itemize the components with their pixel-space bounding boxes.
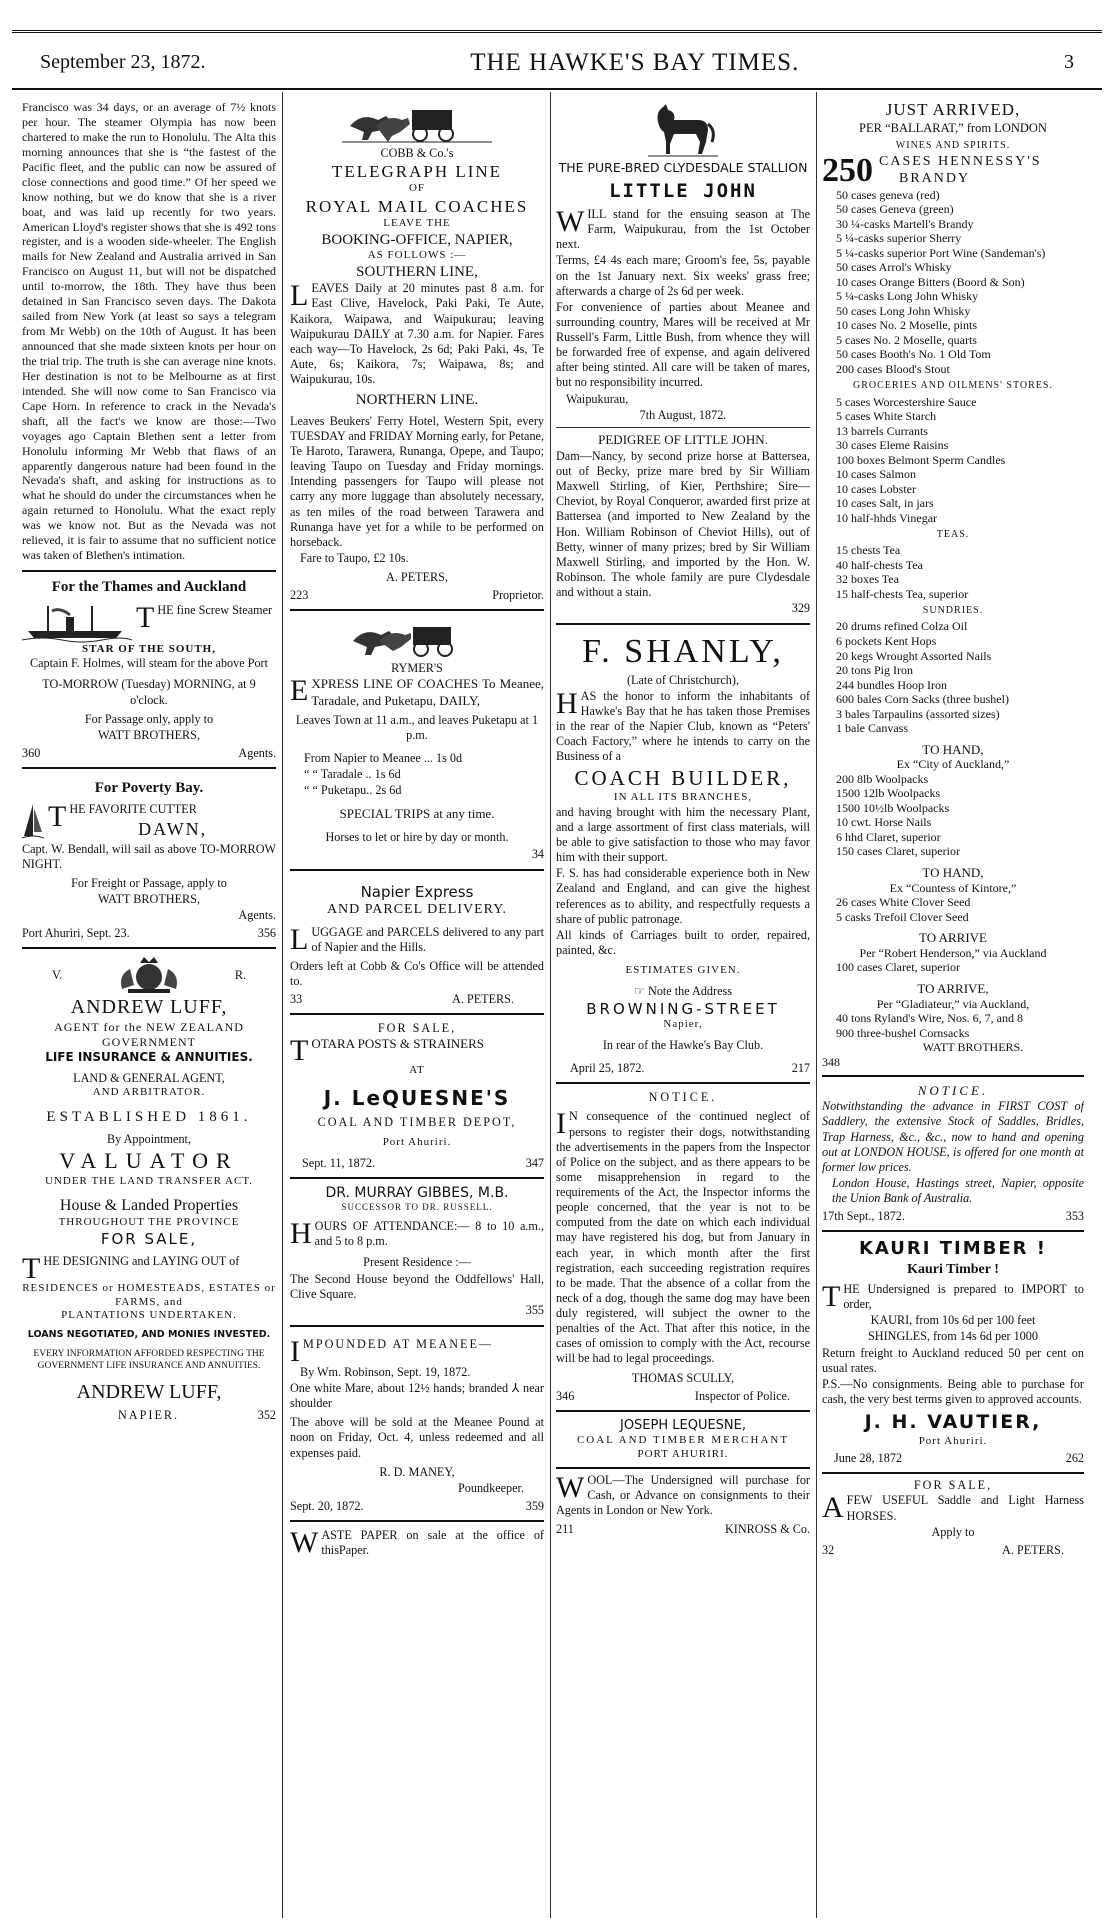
ad-number: 353	[1065, 1209, 1084, 1224]
list-item: 20 kegs Wrought Assorted Nails	[836, 648, 992, 663]
ad-text: Note the Address	[648, 983, 732, 998]
ad-text: BOOKING-OFFICE, NAPIER,	[321, 231, 513, 248]
ad-napier-express	[290, 871, 544, 1016]
merchant-name: KINROSS & Co.	[725, 1521, 810, 1536]
ad-text: The above will be sold at the Meanee Pound at noon on Friday, Oct. 4, unless redeemed and all expenses paid.	[290, 1415, 544, 1460]
ad-text: ESTABLISHED 1861.	[46, 1108, 252, 1125]
ad-text: SHINGLES, from 14s 6d per 1000	[868, 1329, 1038, 1344]
drop-cap: T	[136, 600, 155, 634]
ad-poverty-bay	[22, 769, 276, 949]
list-item: 3 bales Tarpaulins (assorted sizes)	[836, 706, 1000, 721]
list-item: 10 cases Lobster	[836, 481, 916, 496]
ad-text: Ex “Countess of Kintore,”	[889, 880, 1017, 895]
ad-text: Per “Gladiateur,” via Auckland,	[876, 996, 1030, 1011]
drop-cap: T	[22, 1252, 41, 1286]
ad-text: BRANDY	[899, 170, 971, 186]
ad-heading: JUST ARRIVED,	[885, 100, 1021, 119]
ad-text: EAVES Daily at 20 minutes past 8 a.m. for East Clive, Havelock, Paki Paki, Te Aute, Kaikora, Waipawa, and Waipukurau; leaving Waipukurau DAILY at 7.30 a.m. for Napier. Fares each way—To Havelock, 2s 6d; Paki Paki, 4s, Te Aute, 6s; Kaikora, 7s; Waipawa, 8s; and Waipukurau, 10s.	[290, 281, 544, 387]
fare-line: From Napier to Meanee ... 1s 0d	[304, 750, 463, 765]
merchant-name: J. H. VAUTIER,	[864, 1411, 1042, 1434]
list-item: 10 cases No. 2 Moselle, pints	[836, 318, 977, 333]
ad-joseph-lequesne	[556, 1412, 810, 1469]
street-name: BROWNING-STREET	[586, 999, 780, 1018]
ad-place: Waipukurau,	[566, 391, 629, 406]
ad-text: Terms, £4 4s each mare; Groom's fee, 5s, payable on the 1st January next. Six weeks' grass free; afterwards a charge of 2s 6d per week.	[556, 253, 810, 298]
section-heading: TO ARRIVE	[918, 930, 987, 946]
ad-date: Sept. 11, 1872.	[302, 1155, 376, 1170]
ad-text: HE FAVORITE CUTTER	[69, 801, 197, 816]
stagecoach-icon	[342, 102, 492, 144]
ad-text: In rear of the Hawke's Bay Club.	[602, 1038, 764, 1053]
ad-heading: DR. MURRAY GIBBES, M.B.	[325, 1184, 509, 1201]
list-item: 1500 12lb Woolpacks	[836, 786, 941, 801]
list-item: 1500 10½lb Woolpacks	[836, 800, 950, 815]
ship-name: DAWN,	[138, 818, 208, 839]
ad-text: COAL AND TIMBER DEPOT,	[317, 1114, 517, 1129]
list-item: 30 ¼-casks Martell's Brandy	[836, 216, 974, 231]
crest-letter: R.	[234, 967, 246, 982]
ad-text: Napier,	[663, 1018, 703, 1031]
column-divider	[282, 92, 283, 1918]
horse-icon	[648, 102, 718, 158]
list-item: 50 cases Arrol's Whisky	[836, 260, 952, 275]
drop-cap: H	[290, 1217, 312, 1251]
ship-name: STAR OF THE SOUTH,	[82, 642, 216, 655]
ad-text: Leaves Town at 11 a.m., and leaves Puketapu at 1 p.m.	[295, 712, 539, 742]
agent-name: ANDREW LUFF,	[76, 1381, 222, 1404]
ad-subheading: SOUTHERN LINE,	[356, 263, 478, 280]
ad-text: By Wm. Robinson, Sept. 19, 1872.	[300, 1364, 471, 1379]
ad-text: One white Mare, about 12½ hands; branded ⅄ near shoulder	[290, 1381, 544, 1411]
ad-text: KAURI, from 10s 6d per 100 feet	[870, 1313, 1036, 1328]
list-item: 100 cases Claret, superior	[836, 960, 960, 975]
ad-totara-posts	[290, 1015, 544, 1178]
ad-number: 356	[257, 926, 276, 941]
ad-text: CASES HENNESSY'S	[879, 153, 1042, 169]
column-divider	[816, 92, 817, 1918]
section-heading: WINES AND SPIRITS.	[895, 139, 1011, 151]
ad-number: 348	[822, 1054, 840, 1069]
ad-text: LOANS NEGOTIATED, AND MONIES INVESTED.	[27, 1329, 271, 1341]
drop-cap: W	[556, 205, 585, 239]
drop-cap: T	[822, 1280, 841, 1314]
list-item: 6 hhd Claret, superior	[836, 829, 941, 844]
ad-text: HE DESIGNING and LAYING OUT of	[43, 1254, 240, 1269]
masthead	[40, 42, 1074, 82]
list-item: 40 tons Ryland's Wire, Nos. 6, 7, and 8	[836, 1011, 1023, 1026]
ad-text: AGENT for the NEW ZEALAND GOVERNMENT	[54, 1020, 244, 1050]
ad-number: 355	[525, 1302, 544, 1317]
ad-text: HE fine Screw Steamer	[157, 602, 273, 617]
ad-heading: For the Thames and Auckland	[51, 579, 247, 596]
ad-number: 359	[525, 1498, 544, 1513]
ad-text: Dam—Nancy, by second prize horse at Battersea, out of Becky, prize mare bred by Sir William Maxwell Stirling, of Kier, Perthshire; Sire—Cheviot, by Royal Conqueror, awarded first prize at Battersea (and imported to New Zealand by the Hon. William Robinson of Cheviot Hills), out of Betty, winner of many prizes; bred by Sir William Maxwell Stirling, and imported by the Hon. W. Robinson. The whole family are pure Clydesdale and without a stain.	[556, 448, 810, 600]
list-item: 5 ¼-casks superior Port Wine (Sandeman's)	[836, 245, 1046, 260]
header-rule	[12, 88, 1102, 90]
ad-heading: COACH BUILDER,	[574, 766, 792, 791]
ad-place: Port Ahuriri.	[918, 1434, 988, 1447]
merchant-name: WATT BROTHERS.	[922, 1040, 1024, 1055]
page-number: 3	[1064, 50, 1074, 73]
ad-text: For convenience of parties about Meanee and surrounding country, Mares will be received at Mr Russell's Farm, Little Bush, from whence they will be forwarded free of expense, and again delivered after being stinted. All care will be taken of mares, but no responsibility incurred.	[556, 299, 810, 390]
ad-heading: KAURI TIMBER !	[858, 1238, 1047, 1260]
ad-waste-paper	[290, 1522, 544, 1558]
ad-text: Agents.	[238, 745, 276, 760]
ad-date: Sept. 20, 1872.	[290, 1498, 364, 1513]
ad-text: UGGAGE and PARCELS delivered to any part of Napier and the Hills.	[311, 924, 544, 954]
ad-text: Present Residence :—	[363, 1255, 471, 1270]
drop-cap: L	[290, 279, 309, 313]
merchant-name: J. LeQUESNE'S	[323, 1086, 511, 1110]
list-item: 5 ¼-casks Long John Whisky	[836, 289, 979, 304]
ad-rymer-coaches	[290, 611, 544, 870]
column-4	[822, 94, 1084, 1914]
ad-text: Proprietor.	[492, 588, 544, 603]
ad-andrew-luff	[22, 949, 276, 1423]
ad-shanly-coachbuilder	[556, 625, 810, 1084]
poundkeeper-name: R. D. MANEY,	[379, 1464, 455, 1479]
ad-number: 223	[290, 588, 309, 603]
ad-text: COAL AND TIMBER MERCHANT	[576, 1433, 790, 1446]
ad-heading: ROYAL MAIL COACHES	[305, 196, 529, 216]
ad-text: ESTIMATES GIVEN.	[625, 964, 741, 977]
list-item: 244 bundles Hoop Iron	[836, 677, 947, 692]
ad-text: THROUGHOUT THE PROVINCE	[58, 1215, 240, 1228]
ad-number: 352	[257, 1408, 276, 1423]
news-article	[22, 94, 276, 572]
column-1	[22, 94, 276, 1914]
ad-text: OTARA POSTS & STRAINERS	[311, 1036, 485, 1052]
ad-dog-notice	[556, 1084, 810, 1412]
ad-text: F. S. has had considerable experience both in New Zealand and England, and can give the highest references as to ability, and respectfully requests a share of public patronage.	[556, 866, 810, 926]
list-item: 20 tons Pig Iron	[836, 663, 914, 678]
top-rule	[12, 30, 1102, 35]
agent-name: ANDREW LUFF,	[70, 996, 228, 1019]
ad-text: (Late of Christchurch),	[626, 673, 739, 688]
ad-text: Captain F. Holmes, will steam for the above Port	[30, 656, 268, 671]
ad-text: By Appointment,	[107, 1132, 191, 1147]
ad-text: Apply to	[931, 1524, 975, 1539]
fare-line: “ “ Puketapu.. 2s 6d	[304, 783, 402, 798]
ad-number: 346	[556, 1388, 575, 1403]
ad-number: 262	[1065, 1451, 1084, 1466]
ad-text: and having brought with him the necessary Plant, and a large assortment of first class materials, will be able to give satisfaction to those who may favor him with their support.	[556, 804, 810, 865]
ad-number: 329	[791, 601, 810, 616]
ad-text: Return freight to Auckland reduced 50 per cent on usual rates.	[822, 1345, 1084, 1375]
section-heading: GROCERIES AND OILMENS' STORES.	[853, 380, 1053, 392]
drop-cap: H	[556, 686, 578, 720]
ad-text: LEAVE THE	[383, 216, 451, 229]
list-item: 5 cases White Starch	[836, 409, 937, 424]
merchant-name: JOSEPH LEQUESNE,	[619, 1417, 747, 1433]
list-item: 5 casks Trefoil Clover Seed	[836, 909, 969, 924]
ad-text: Agents.	[238, 908, 276, 923]
ad-place: PORT AHURIRI.	[637, 1447, 729, 1460]
ad-date: 17th Sept., 1872.	[822, 1209, 905, 1224]
ad-text: Ex “City of Auckland,”	[896, 757, 1010, 772]
list-item: 600 bales Corn Sacks (three bushel)	[836, 692, 1009, 707]
agent-name: WATT BROTHERS,	[97, 892, 201, 906]
ad-text: SPECIAL TRIPS at any time.	[339, 806, 495, 822]
ad-text: AND ARBITRATOR.	[92, 1085, 206, 1098]
list-item: 10 cases Salmon	[836, 467, 916, 482]
ad-text: OF	[408, 182, 426, 195]
ad-text: N consequence of the continued neglect of persons to register their dogs, notwithstanding the advertisements in the papers from the Inspector of Police on the subject, and as there appears to be some misapprehension in regard to the requirements of the Act, the Inspector informs the people concerned, that the year is not to be computed from the date on which each individual may have registered his dog, but from January in each year, in which month after the first registration, each succeeding registration requires to be made. That the absence of a collar from the neck of a dog, though the same dog may have been duly registered, will subject the owner to the penalties of the Act. That after this notice, in the cases of omission to comply with the Act, recourse will be had to legal proceedings.	[556, 1109, 810, 1366]
ad-text: FOR SALE,	[100, 1229, 198, 1248]
list-item: 40 half-chests Tea	[836, 557, 923, 572]
ad-kauri-timber	[822, 1232, 1084, 1474]
ad-text: COBB & Co.'s	[380, 146, 454, 160]
ad-text: Horses to let or hire by day or month.	[325, 830, 509, 845]
ad-heading: TELEGRAPH LINE	[331, 162, 503, 182]
ad-heading: NOTICE.	[917, 1083, 989, 1099]
ad-impounded	[290, 1327, 544, 1522]
drop-cap: T	[290, 1034, 309, 1068]
proprietor-name: A. PETERS.	[1002, 1542, 1064, 1557]
ad-horses-for-sale	[822, 1474, 1084, 1558]
list-item: 13 barrels Currants	[836, 423, 928, 438]
list-item: 150 cases Claret, superior	[836, 844, 960, 859]
ad-heading: FOR SALE,	[913, 1478, 993, 1493]
crest-letter: V.	[52, 967, 63, 982]
ad-text: ILL stand for the ensuing season at The Farm, Waipukurau, from the 1st October next.	[556, 207, 810, 252]
ad-number: 211	[556, 1521, 574, 1536]
ad-number: 34	[531, 846, 544, 861]
ad-heading: Napier Express	[360, 882, 474, 901]
ad-place: NAPIER.	[118, 1408, 180, 1423]
section-heading: TO ARRIVE,	[917, 980, 989, 996]
ad-text: Capt. W. Bendall, will sail as above TO-MORROW NIGHT.	[22, 841, 276, 871]
ad-text: XPRESS LINE OF COACHES To Meanee, Taradale, and Puketapu, DAILY,	[311, 676, 544, 708]
column-3	[556, 94, 810, 1914]
ad-text: Notwithstanding the advance in FIRST COST of Saddlery, the extensive Stock of Saddles, Bridles, Trap Harness, &c., &c., now to hand and opening out at LONDON HOUSE, is offered for one month at former low prices.	[822, 1099, 1084, 1174]
list-item: 30 cases Eleme Raisins	[836, 438, 949, 453]
ad-just-arrived	[822, 94, 1084, 1077]
ad-number: 32	[822, 1542, 835, 1557]
ad-heading: NOTICE.	[648, 1090, 718, 1105]
ad-text: AT	[409, 1064, 425, 1077]
ad-text: TO-MORROW (Tuesday) MORNING, at 9 o'clock.	[42, 677, 256, 707]
ad-number: 217	[791, 1061, 810, 1076]
agent-name: WATT BROTHERS,	[97, 727, 201, 742]
drop-cap: A	[822, 1491, 844, 1525]
ad-subheading: NORTHERN LINE.	[355, 392, 479, 409]
drop-cap: W	[290, 1526, 319, 1560]
ad-text: Leaves Beukers' Ferry Hotel, Western Spit, every TUESDAY and FRIDAY Morning early, for Petane, Te Haroto, Tarawera, Runanga, Opepe, and Taupo; leaving Taupo on Tuesday and Friday mornings. Intending passengers for Taupo will please not carry any more luggage than absolutely necessary, as ten miles of the road between Tarawera and Runanga have yet for a while to be performed on horseback.	[290, 413, 544, 549]
sailboat-icon	[22, 802, 44, 842]
list-item: 5 cases Worcestershire Sauce	[836, 394, 977, 409]
list-item: 50 cases Geneva (green)	[836, 202, 954, 217]
news-text: Francisco was 34 days, or an average of 7½ knots per hour. The steamer Olympia has now been chartered to make the run to Honolulu. The Alta this morning announces that she is “the fastest of the Pacific fleet, and the public can now be assured of close connections and good time.” Of her speed we know nothing, but we do know that she is a river boat, and was laid up recently for two years. American Lloyd's register shows that she is 492 tons register, and is a wooden side-wheeler. The English mails for New Zealand and Australia arrived in San Francisco on August 11, but will not be dispatched until to-morrow, the 18th. They have thus been detained in San Francisco seven days. The Dakota sailed from New York (at least so says a telegram from Mr Webb) on the 10th of August. It has been announced that she made sixteen knots per hour on the trial trip. The truth is she can average nine knots. Her destination is not to be Melbourne as at first intended. She will now come to San Francisco via Cape Horn. In reference to crack in the Nevada's shaft, all the fact's we know are those:—Two voyages ago Captain Blethen sent a letter from Honolulu informing Mr Webb that flaws of an apparently dangerous nature had been found in the Nevada's shaft, and asking for instructions as to what he should do under the circumstances when he again returned to Honolulu. What the exact reply was we know not. But as the Nevada was not relieved, it is fair to assume that no sufficient notice was taken of Blethen's intimation.	[22, 100, 276, 563]
ad-heading: For Poverty Bay.	[94, 780, 204, 797]
list-item: 100 boxes Belmont Sperm Candles	[836, 452, 1006, 467]
ad-text: P.S.—No consignments. Being able to purchase for cash, the very best terms given to approved accounts.	[822, 1376, 1084, 1406]
ad-text: SUCCESSOR TO DR. RUSSELL.	[341, 1202, 493, 1213]
ad-heading: Kauri Timber !	[907, 1261, 999, 1277]
ad-text: EVERY INFORMATION AFFORDED RESPECTING THE GOVERNMENT LIFE INSURANCE AND ANNUITIES.	[33, 1348, 265, 1371]
ad-text: Orders left at Cobb & Co's Office will be attended to.	[290, 958, 544, 988]
ad-subheading: PEDIGREE OF LITTLE JOHN.	[598, 431, 768, 447]
ad-text: London House, Hastings street, Napier, opposite the Union Bank of Australia.	[832, 1175, 1084, 1206]
ad-text: IN ALL ITS BRANCHES,	[613, 791, 753, 804]
list-item: 26 cases White Clover Seed	[836, 895, 971, 910]
stagecoach-icon	[347, 619, 487, 659]
steamer-ship-icon	[22, 603, 132, 643]
ad-text: Fare to Taupo, £2 10s.	[300, 550, 409, 565]
ad-text: AS the honor to inform the inhabitants of Hawke's Bay that he has taken those Premises in the rear of the Napier Club, known as “Peters' Coach Factory,” where he intends to carry on the Business of a	[556, 688, 810, 764]
ad-text: Poundkeeper.	[457, 1480, 524, 1495]
list-item: 50 cases geneva (red)	[836, 187, 940, 202]
ad-thames-steamer	[22, 572, 276, 769]
ad-date: April 25, 1872.	[570, 1061, 645, 1076]
ad-number: 360	[22, 745, 41, 760]
ad-text: FEW USEFUL Saddle and Light Harness HORSES.	[846, 1493, 1084, 1523]
section-heading: TO HAND,	[922, 741, 984, 757]
ad-text: For Freight or Passage, apply to	[71, 875, 227, 890]
list-item: 10 cases Salt, in jars	[836, 496, 934, 511]
ad-heading: FOR SALE,	[377, 1021, 457, 1036]
drop-cap: I	[556, 1107, 566, 1141]
ad-text: PER “BALLARAT,” from LONDON	[859, 120, 1047, 135]
ad-text: VALUATOR	[59, 1148, 239, 1174]
ad-heading: F. SHANLY,	[582, 633, 784, 671]
proprietor-name: A. PETERS,	[386, 570, 448, 585]
stallion-name: LITTLE JOHN	[609, 179, 757, 202]
section-heading: TEAS.	[936, 529, 970, 541]
ad-text: All kinds of Carriages built to order, repaired, painted, &c.	[556, 927, 810, 957]
list-item: 15 chests Tea	[836, 543, 901, 558]
drop-cap: E	[290, 674, 309, 708]
ad-text: For Passage only, apply to	[84, 711, 214, 726]
section-heading: SUNDRIES.	[922, 605, 984, 617]
list-item: 200 8lb Woolpacks	[836, 771, 929, 786]
list-item: 15 half-chests Tea, superior	[836, 586, 969, 601]
ad-text: Per “Robert Henderson,” via Auckland	[859, 945, 1047, 960]
ad-text: RYMER'S	[391, 661, 443, 676]
list-item: 1 bale Canvass	[836, 721, 908, 736]
list-item: 10 cwt. Horse Nails	[836, 815, 932, 830]
list-item: 50 cases Long John Whisky	[836, 303, 971, 318]
ad-cobb-coaches	[290, 94, 544, 611]
ad-text: LAND & GENERAL AGENT,	[73, 1070, 225, 1085]
list-item: 10 cases Orange Bitters (Boord & Son)	[836, 274, 1025, 289]
ad-text: AS FOLLOWS :—	[367, 249, 467, 262]
drop-cap: I	[290, 1334, 300, 1368]
list-item: 200 cases Blood's Stout	[836, 361, 950, 376]
ad-text: LIFE INSURANCE & ANNUITIES.	[45, 1049, 253, 1064]
column-divider	[550, 92, 551, 1918]
ad-text: OOL—The Undersigned will purchase for Cash, or Advance on consignments to their Agents in London or New York.	[556, 1473, 810, 1518]
ad-wool	[556, 1469, 810, 1537]
ad-text: Inspector of Police.	[694, 1388, 790, 1403]
issue-date: September 23, 1872.	[40, 50, 206, 73]
drop-cap: L	[290, 922, 309, 956]
ad-heading: AND PARCEL DELIVERY.	[326, 902, 508, 918]
list-item: 50 cases Booth's No. 1 Old Tom	[836, 347, 991, 362]
ad-text: House & Landed Properties	[59, 1197, 239, 1215]
ad-date: June 28, 1872	[834, 1451, 903, 1466]
list-item: 5 cases No. 2 Moselle, quarts	[836, 332, 977, 347]
section-heading: TO HAND,	[922, 864, 984, 880]
ad-text: HE Undersigned is prepared to IMPORT to order,	[843, 1282, 1084, 1312]
ad-text: PLANTATIONS UNDERTAKEN.	[61, 1309, 237, 1322]
fare-line: “ “ Taradale .. 1s 6d	[304, 767, 401, 782]
inspector-name: THOMAS SCULLY,	[631, 1370, 735, 1385]
column-2	[290, 94, 544, 1914]
ad-text: ASTE PAPER on sale at the office of thisPaper.	[321, 1528, 544, 1558]
list-item: 20 drums refined Colza Oil	[836, 619, 968, 634]
ad-number: 33	[290, 992, 303, 1007]
pointing-hand-icon: ☞	[634, 983, 645, 998]
ad-text: OURS OF ATTENDANCE:— 8 to 10 a.m., and 5 to 8 p.m.	[314, 1219, 544, 1249]
list-item: 6 pockets Kent Hops	[836, 633, 937, 648]
ad-text: RESIDENCES or HOMESTEADS, ESTATES or FARMS, and	[22, 1282, 276, 1308]
royal-crest-icon	[114, 955, 184, 995]
ad-text: UNDER THE LAND TRANSFER ACT.	[45, 1174, 253, 1187]
ad-saddlery-notice	[822, 1077, 1084, 1232]
ad-dr-gibbes	[290, 1179, 544, 1327]
ad-date: 7th August, 1872.	[639, 407, 727, 422]
newspaper-title: THE HAWKE'S BAY TIMES.	[470, 48, 800, 76]
ad-heading: THE PURE-BRED CLYDESDALE STALLION	[558, 160, 808, 175]
list-item: 5 ¼-casks superior Sherry	[836, 231, 962, 246]
ad-clydesdale-stallion	[556, 94, 810, 625]
proprietor-name: A. PETERS.	[452, 992, 514, 1007]
ad-place: Port Ahuriri, Sept. 23.	[22, 926, 130, 941]
list-item: 900 three-bushel Cornsacks	[836, 1025, 970, 1040]
list-item: 32 boxes Tea	[836, 572, 899, 587]
drop-cap: W	[556, 1471, 585, 1505]
ad-text: The Second House beyond the Oddfellows' Hall, Clive Square.	[290, 1271, 544, 1301]
ad-place: Port Ahuriri.	[382, 1135, 452, 1148]
drop-cap: T	[48, 799, 67, 833]
list-item: 10 half-hhds Vinegar	[836, 510, 938, 525]
quantity-label: 250	[822, 151, 873, 189]
ad-heading: MPOUNDED AT MEANEE—	[303, 1336, 494, 1351]
ad-number: 347	[525, 1155, 544, 1170]
